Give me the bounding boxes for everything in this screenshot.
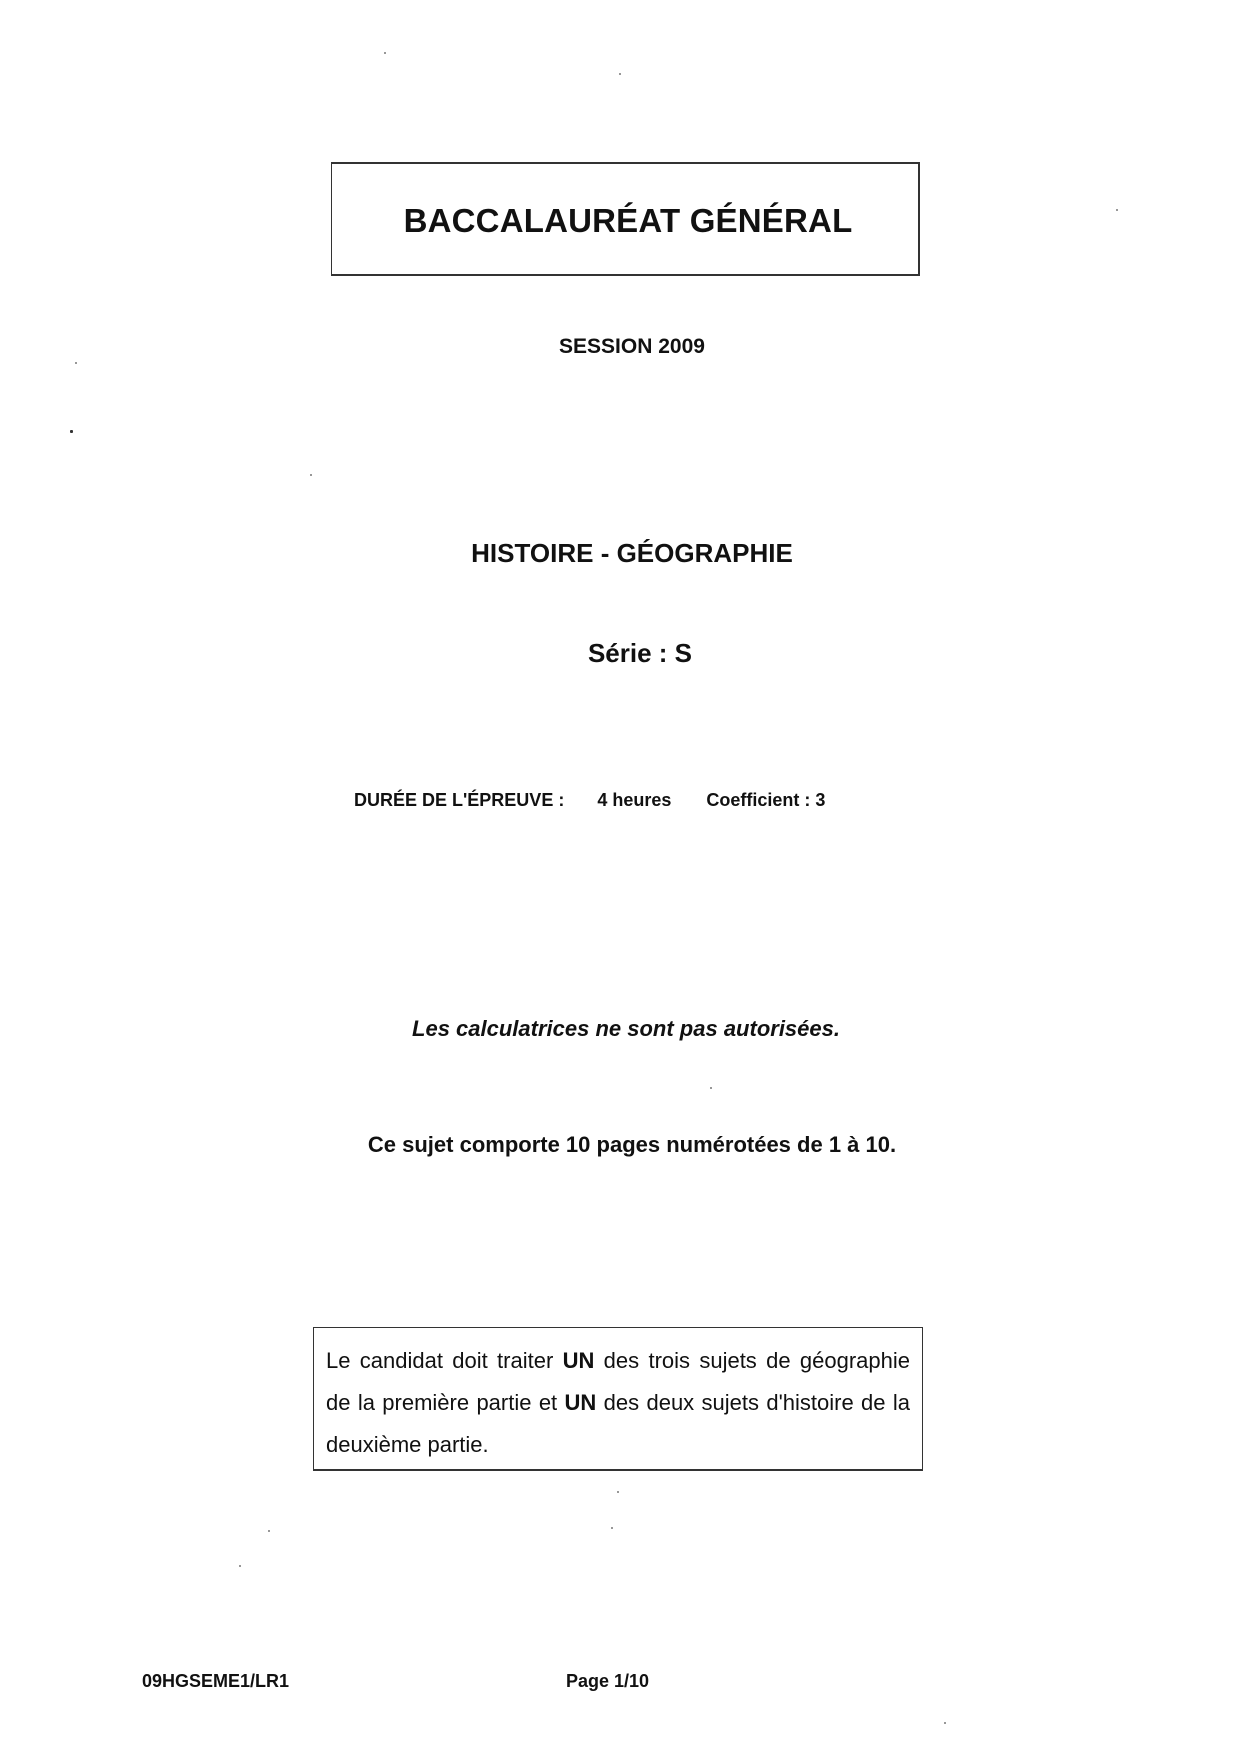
duration-row [354, 790, 825, 811]
instructions-box [313, 1327, 923, 1471]
scan-speck [1116, 209, 1118, 211]
scan-speck [75, 362, 77, 364]
session-label: SESSION 2009 [559, 335, 705, 358]
page-number: Page 1/10 [566, 1671, 650, 1691]
instructions-text-3: des deux sujets d'histoire de la deuxième partie. [326, 1390, 910, 1457]
title-box [331, 162, 920, 276]
scan-speck [944, 1722, 946, 1724]
scan-speck [710, 1087, 712, 1089]
instructions-text-1: Le candidat doit traiter [326, 1348, 563, 1373]
instructions-text-2: des trois sujets de géographie de la première partie et [326, 1348, 910, 1415]
series-label: Série : S [587, 638, 693, 668]
scan-speck [617, 1491, 619, 1493]
scan-speck [268, 1530, 270, 1532]
instructions-emphasis-1: UN [562, 1348, 595, 1373]
duration-label: DURÉE DE L'ÉPREUVE : [354, 790, 565, 810]
duration-value: 4 heures [597, 790, 672, 810]
scan-speck [611, 1527, 613, 1529]
scan-speck [619, 73, 621, 75]
instructions-emphasis-2: UN [564, 1390, 597, 1415]
subject-title: HISTOIRE - GÉOGRAPHIE [471, 538, 793, 568]
scan-speck [384, 52, 386, 54]
exam-title: BACCALAURÉAT GÉNÉRAL [403, 202, 853, 239]
scan-speck [239, 1565, 241, 1567]
document-code: 09HGSEME1/LR1 [142, 1671, 290, 1691]
page-count-notice: Ce sujet comporte 10 pages numérotées de 1 à 10. [367, 1132, 897, 1157]
calculator-notice: Les calculatrices ne sont pas autorisées. [412, 1016, 840, 1041]
scan-speck [310, 474, 312, 476]
coefficient-label: Coefficient : 3 [706, 790, 826, 810]
scan-speck [70, 430, 73, 433]
